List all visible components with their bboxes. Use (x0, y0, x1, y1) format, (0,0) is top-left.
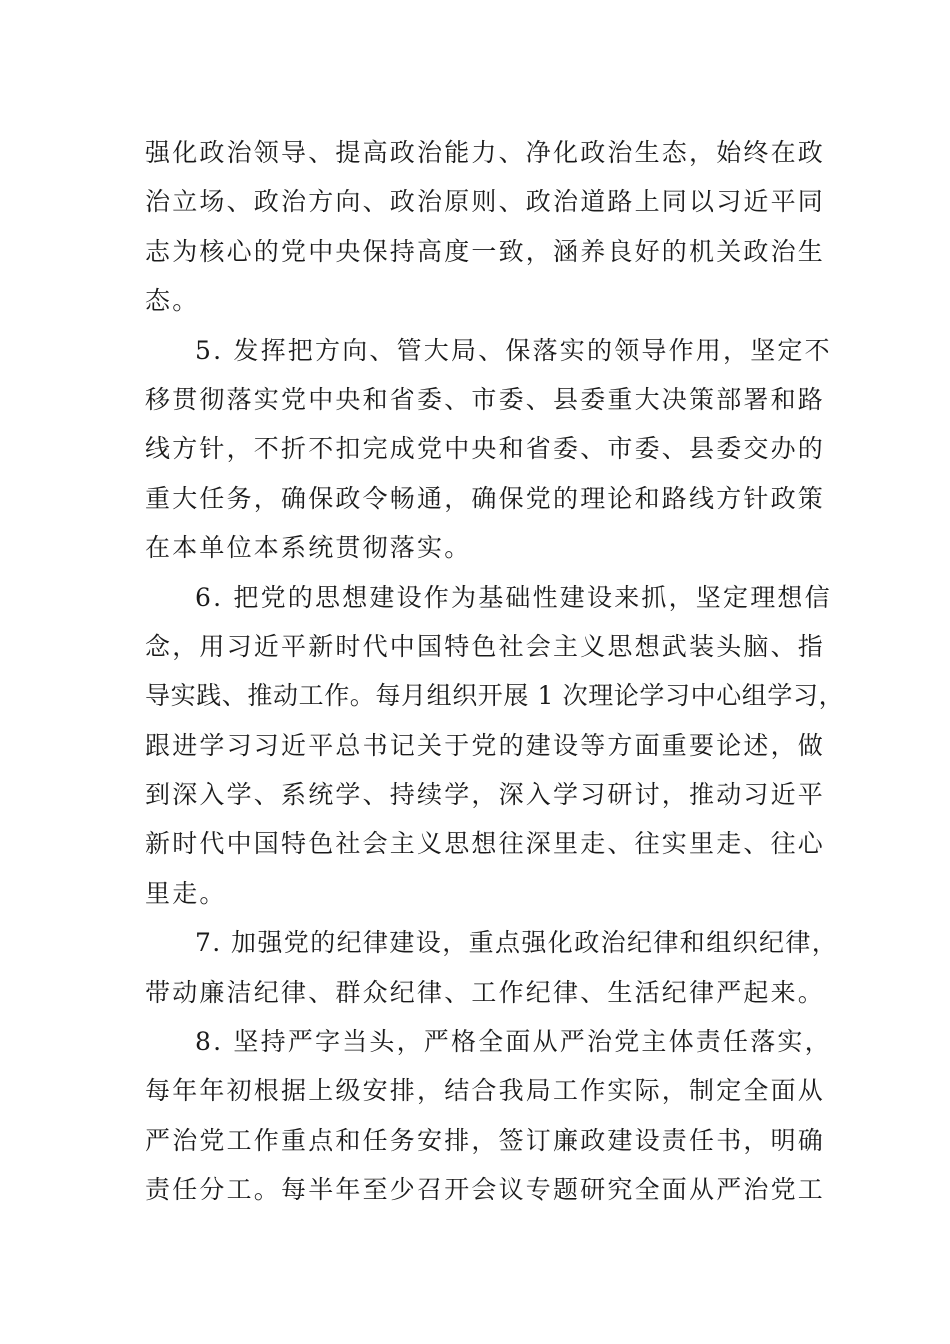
paragraph-start-line: 6. 把党的思想建设作为基础性建设来抓，坚定理想信 (195, 582, 832, 612)
text-line: 态。 (145, 286, 200, 316)
text-line: 到深入学、系统学、持续学，深入学习研讨，推动习近平 (145, 780, 826, 810)
text-line: 念，用习近平新时代中国特色社会主义思想武装头脑、指 (145, 631, 826, 661)
text-line: 责任分工。每半年至少召开会议专题研究全面从严治党工 (145, 1175, 826, 1205)
text-line: 带动廉洁纪律、群众纪律、工作纪律、生活纪律严起来。 (145, 977, 826, 1007)
paragraph-start-line: 8. 坚持严字当头，严格全面从严治党主体责任落实， (195, 1027, 832, 1057)
text-line: 重大任务，确保政令畅通，确保党的理论和路线方针政策 (145, 483, 826, 513)
text-line: 新时代中国特色社会主义思想往深里走、往实里走、往心 (145, 829, 826, 859)
text-line: 严治党工作重点和任务安排，签订廉政建设责任书，明确 (145, 1125, 826, 1155)
text-line: 跟进学习习近平总书记关于党的建设等方面重要论述，做 (145, 730, 826, 760)
text-line: 每年年初根据上级安排，结合我局工作实际，制定全面从 (145, 1076, 826, 1106)
text-line: 志为核心的党中央保持高度一致，涵养良好的机关政治生 (145, 236, 826, 266)
document-body (145, 128, 845, 1215)
text-line: 在本单位本系统贯彻落实。 (145, 533, 472, 563)
paragraph-start-line: 7. 加强党的纪律建设，重点强化政治纪律和组织纪律， (195, 928, 839, 958)
paragraph-start-line: 5. 发挥把方向、管大局、保落实的领导作用，坚定不 (195, 335, 832, 365)
text-line: 强化政治领导、提高政治能力、净化政治生态，始终在政 (145, 138, 826, 167)
text-line: 导实践、推动工作。每月组织开展 1 次理论学习中心组学习， (145, 681, 845, 711)
text-line: 线方针，不折不扣完成党中央和省委、市委、县委交办的 (145, 434, 826, 464)
text-line: 移贯彻落实党中央和省委、市委、县委重大决策部署和路 (145, 384, 826, 414)
text-line: 治立场、政治方向、政治原则、政治道路上同以习近平同 (145, 187, 826, 217)
text-line: 里走。 (145, 878, 227, 908)
